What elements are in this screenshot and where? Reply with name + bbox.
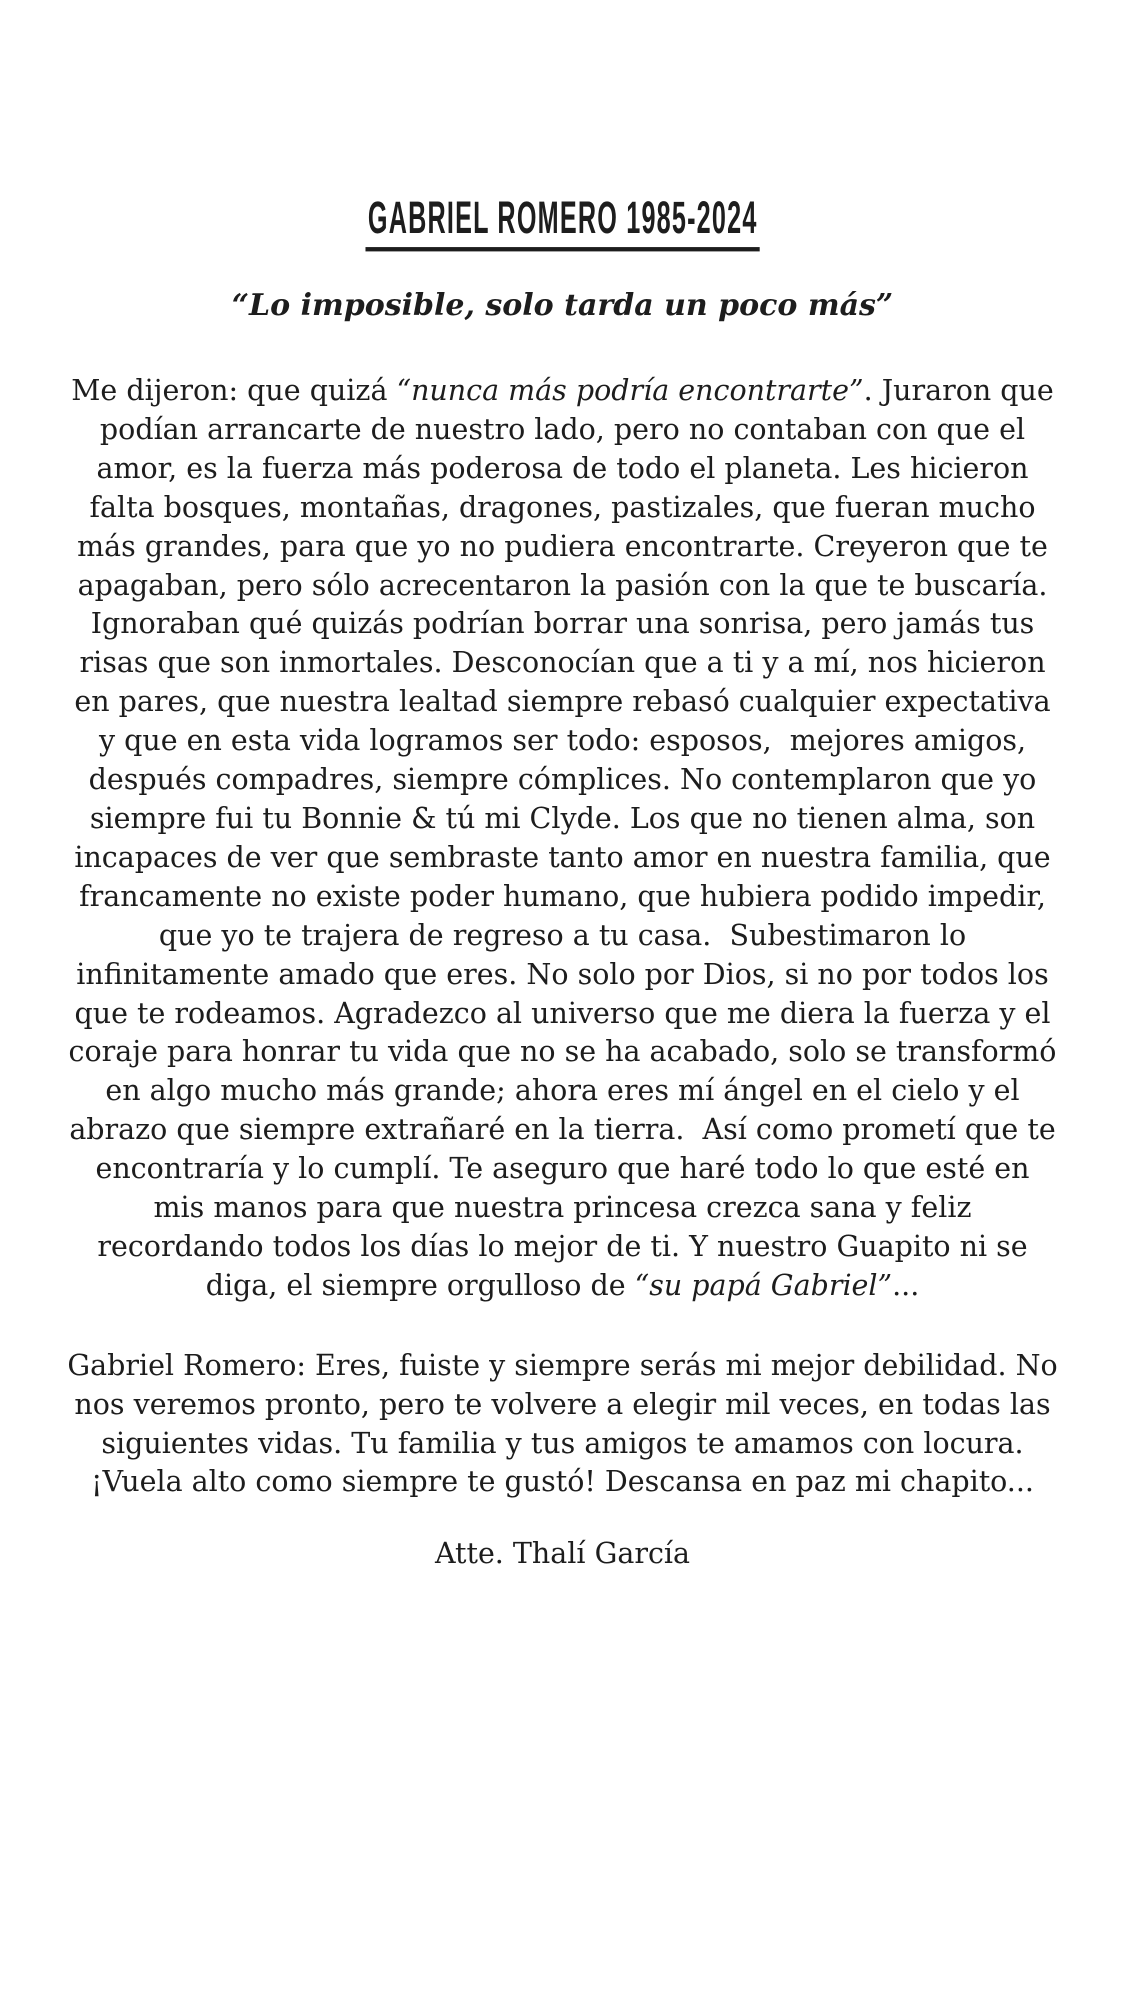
text-line (0, 878, 1125, 917)
text-segment: en algo mucho más grande; ahora eres mí ángel en el cielo y el (105, 1074, 1020, 1108)
text-segment: apagaban, pero sólo acrecentaron la pasión con la que te buscaría. (77, 568, 1048, 602)
text-segment: falta bosques, montañas, dragones, pastizales, que fueran mucho (89, 490, 1036, 524)
italic-text-segment: “su papá Gabriel” (634, 1268, 893, 1302)
text-line (0, 1347, 1125, 1386)
text-line (0, 450, 1125, 489)
text-segment: mis manos para que nuestra princesa crezca sana y feliz (153, 1191, 972, 1225)
text-line (0, 1111, 1125, 1150)
text-segment: diga, el siempre orgulloso de (205, 1268, 635, 1302)
memorial-quote: “Lo imposible, solo tarda un poco más” (231, 288, 894, 323)
text-segment: siguientes vidas. Tu familia y tus amigos te amamos con locura. (101, 1426, 1024, 1460)
text-line (0, 605, 1125, 644)
body-paragraph (0, 1347, 1125, 1503)
text-line (0, 1463, 1125, 1502)
text-segment: amor, es la fuerza más poderosa de todo el planeta. Les hicieron (96, 451, 1029, 485)
body-paragraph (0, 372, 1125, 1306)
text-segment: Me dijeron: que quizá (71, 374, 397, 407)
text-segment: ... (892, 1268, 920, 1302)
text-segment: ¡Vuela alto como siempre te gustó! Descansa en paz mi chapito... (91, 1465, 1034, 1499)
text-line (0, 1033, 1125, 1072)
text-segment: incapaces de ver que sembraste tanto amor en nuestra familia, que (74, 840, 1051, 874)
text-line (0, 839, 1125, 878)
text-line (0, 995, 1125, 1034)
text-segment: en pares, que nuestra lealtad siempre rebasó cualquier expectativa (74, 685, 1051, 719)
text-line (0, 644, 1125, 683)
text-line (0, 683, 1125, 722)
text-segment: podían arrancarte de nuestro lado, pero no contaban con que el (99, 412, 1026, 446)
text-segment: nos veremos pronto, pero te volvere a elegir mil veces, en todas las (74, 1387, 1051, 1421)
text-segment: Gabriel Romero: Eres, fuiste y siempre serás mi mejor debilidad. No (67, 1348, 1058, 1382)
text-line (0, 956, 1125, 995)
text-segment: recordando todos los días lo mejor de ti. Y nuestro Guapito ni se (97, 1229, 1028, 1263)
title-wrap (0, 192, 1125, 248)
text-segment: risas que son inmortales. Desconocían que a ti y a mí, nos hicieron (79, 646, 1046, 680)
text-segment: infinitamente amado que eres. No solo por Dios, si no por todos los (76, 957, 1049, 991)
text-line (0, 1189, 1125, 1228)
text-segment: después compadres, siempre cómplices. No contemplaron que yo (88, 763, 1037, 797)
text-line (0, 917, 1125, 956)
text-segment: abrazo que siempre extrañaré en la tierra. Así como prometí que te (69, 1113, 1056, 1147)
text-line (0, 1072, 1125, 1111)
italic-text-segment: “nunca más podría encontrarte” (396, 374, 864, 407)
text-segment: Ignoraban qué quizás podrían borrar una sonrisa, pero jamás tus (90, 607, 1035, 641)
text-line (0, 411, 1125, 450)
text-line (0, 567, 1125, 606)
body-text (0, 372, 1125, 1502)
text-segment: y que en esta vida logramos ser todo: esposos, mejores amigos, (98, 724, 1027, 758)
page-title: GABRIEL ROMERO 1985-2024 (365, 192, 759, 251)
text-line (0, 489, 1125, 528)
text-segment: francamente no existe poder humano, que hubiera podido impedir, (79, 879, 1046, 913)
text-line (0, 1228, 1125, 1267)
text-line (0, 722, 1125, 761)
text-segment: coraje para honrar tu vida que no se ha acabado, solo se transformó (68, 1035, 1057, 1069)
text-line (0, 372, 1125, 411)
text-line (0, 1425, 1125, 1464)
text-line (0, 1150, 1125, 1189)
text-segment: siempre fui tu Bonnie & tú mi Clyde. Los que no tienen alma, son (89, 801, 1036, 835)
signature: Atte. Thalí García (434, 1537, 691, 1571)
text-segment: que te rodeamos. Agradezco al universo que me diera la fuerza y el (74, 996, 1051, 1030)
text-line (0, 1267, 1125, 1306)
text-line (0, 761, 1125, 800)
text-segment: que yo te trajera de regreso a tu casa. Subestimaron lo (158, 918, 967, 952)
text-line (0, 1386, 1125, 1425)
text-segment: más grandes, para que yo no pudiera encontrarte. Creyeron que te (77, 529, 1048, 563)
text-line (0, 528, 1125, 567)
text-segment: . Juraron que (863, 374, 1054, 407)
text-line (0, 800, 1125, 839)
text-segment: encontraría y lo cumplí. Te aseguro que haré todo lo que esté en (95, 1152, 1030, 1186)
